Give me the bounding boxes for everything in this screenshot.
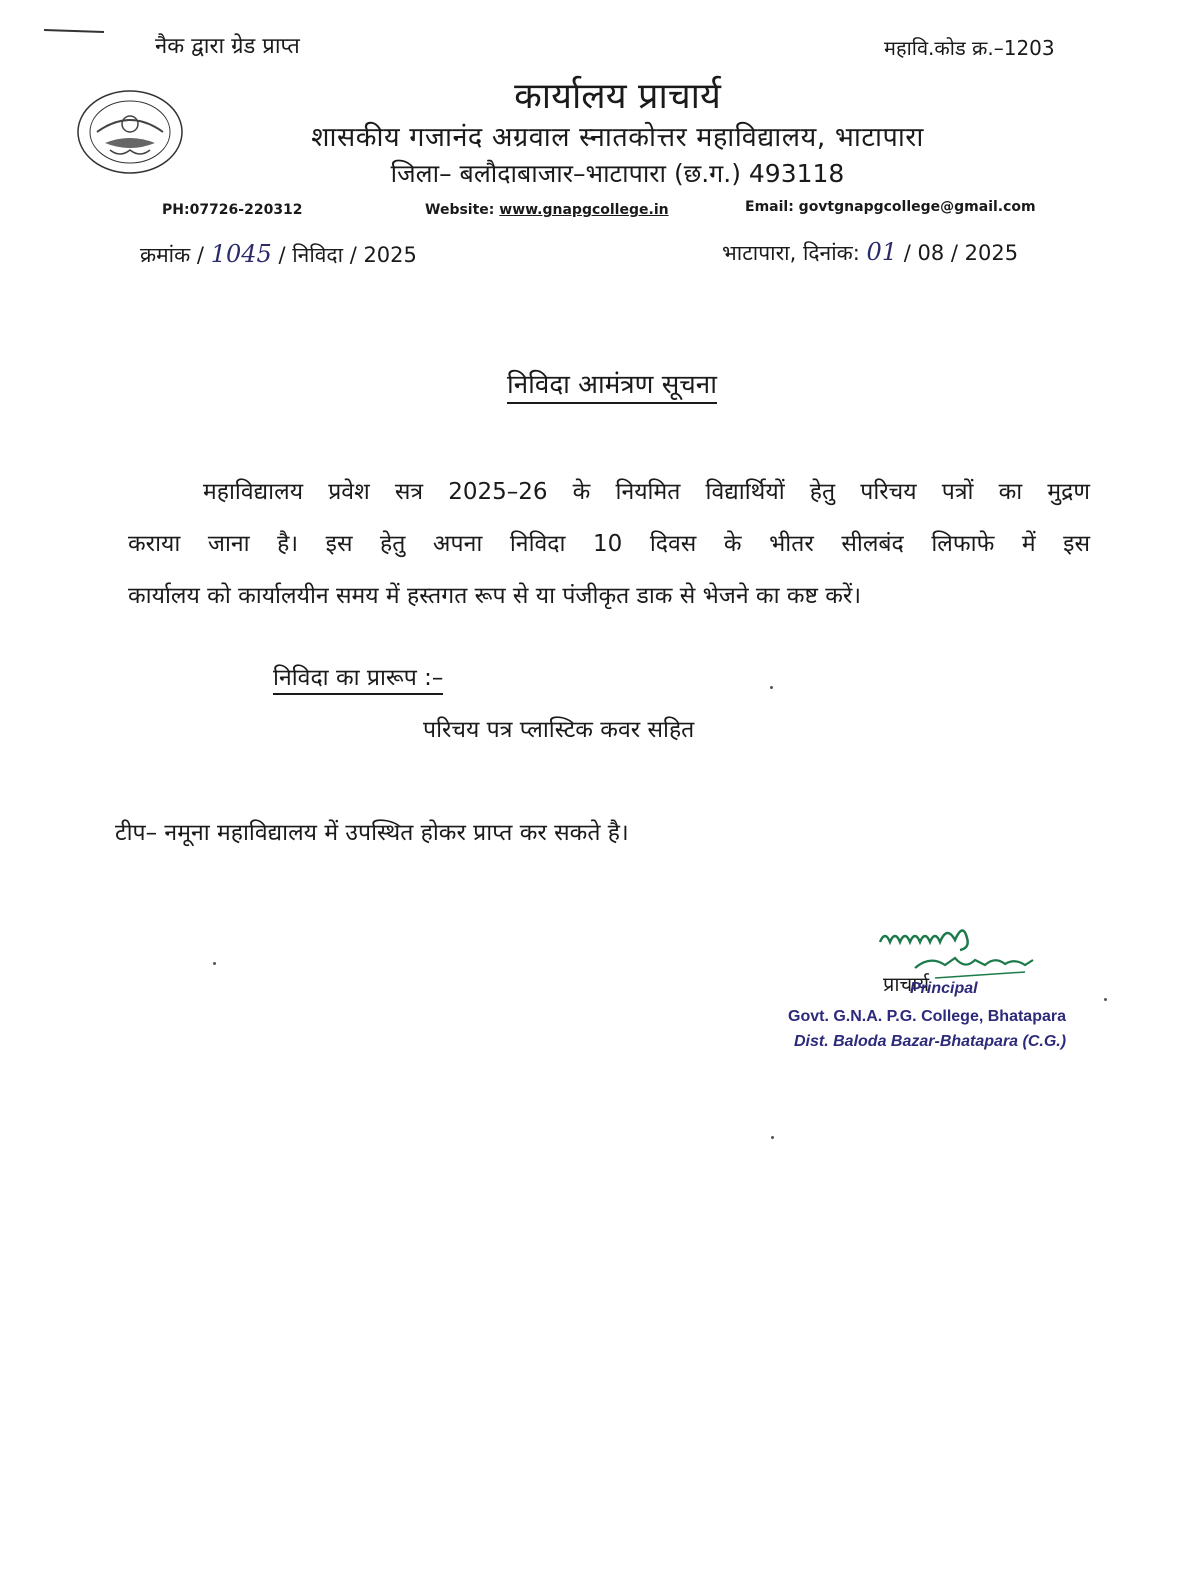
- tender-format-label: [273, 660, 443, 692]
- college-code: महावि.कोड क्र.–1203: [884, 36, 1055, 60]
- scan-speck: [1104, 998, 1107, 1001]
- note-text: टीप– नमूना महाविद्यालय में उपस्थित होकर प्राप्त कर सकते है।: [115, 820, 629, 846]
- phone-number: PH:07726-220312: [162, 202, 303, 218]
- tender-format-label-text: निविदा का प्रारूप :–: [273, 665, 443, 695]
- naac-grade-text: नैक द्वारा ग्रेड प्राप्त: [155, 34, 300, 59]
- website-label: Website:: [425, 202, 500, 218]
- date-rest: / 08 / 2025: [903, 241, 1019, 265]
- signature-block: [780, 920, 1130, 1060]
- signature-title: प्राचार्य: [883, 972, 930, 996]
- scan-mark: [44, 29, 104, 33]
- tender-format-value: परिचय पत्र प्लास्टिक कवर सहित: [423, 717, 695, 743]
- scan-speck: [770, 686, 773, 689]
- website: [425, 202, 669, 218]
- stamp-college-line: Govt. G.N.A. P.G. College, Bhatapara: [788, 1008, 1066, 1025]
- notice-title: [0, 365, 1185, 401]
- college-name: शासकीय गजानंद अग्रवाल स्नातकोत्तर महाविद्यालय, भाटापारा: [311, 122, 924, 153]
- notice-title-text: निविदा आमंत्रण सूचना: [507, 370, 717, 404]
- reference-handwritten-number: 1045: [210, 240, 272, 268]
- stamp-district-line: Dist. Baloda Bazar-Bhatapara (C.G.): [794, 1033, 1067, 1050]
- date-line: [722, 238, 1018, 267]
- reference-prefix: क्रमांक /: [140, 243, 205, 267]
- reference-suffix: / निविदा / 2025: [278, 243, 417, 267]
- stamp-principal: Principal: [910, 980, 978, 997]
- email-address: Email: govtgnapgcollege@gmail.com: [745, 199, 1036, 215]
- notice-paragraph: [128, 466, 1090, 622]
- date-handwritten-day: 01: [866, 238, 898, 266]
- district-line: जिला– बलौदाबाजार–भाटापारा (छ.ग.) 493118: [390, 159, 845, 188]
- website-link[interactable]: www.gnapgcollege.in: [499, 202, 669, 218]
- date-prefix: भाटापारा, दिनांक:: [722, 241, 860, 265]
- scan-speck: [771, 1136, 774, 1139]
- paragraph-line-2: कराया जाना है। इस हेतु अपना निविदा 10 दिवस के भीतर सीलबंद लिफाफे में इस: [128, 531, 1090, 557]
- reference-number: [140, 240, 417, 269]
- paragraph-line-1: महाविद्यालय प्रवेश सत्र 2025–26 के नियमित विद्यार्थियों हेतु परिचय पत्रों का मुद्रण: [203, 479, 1090, 505]
- scan-speck: [213, 962, 216, 965]
- office-title: कार्यालय प्राचार्य: [514, 76, 721, 117]
- paragraph-line-3: कार्यालय को कार्यालयीन समय में हस्तगत रूप से या पंजीकृत डाक से भेजने का कष्ट करें।: [128, 583, 862, 609]
